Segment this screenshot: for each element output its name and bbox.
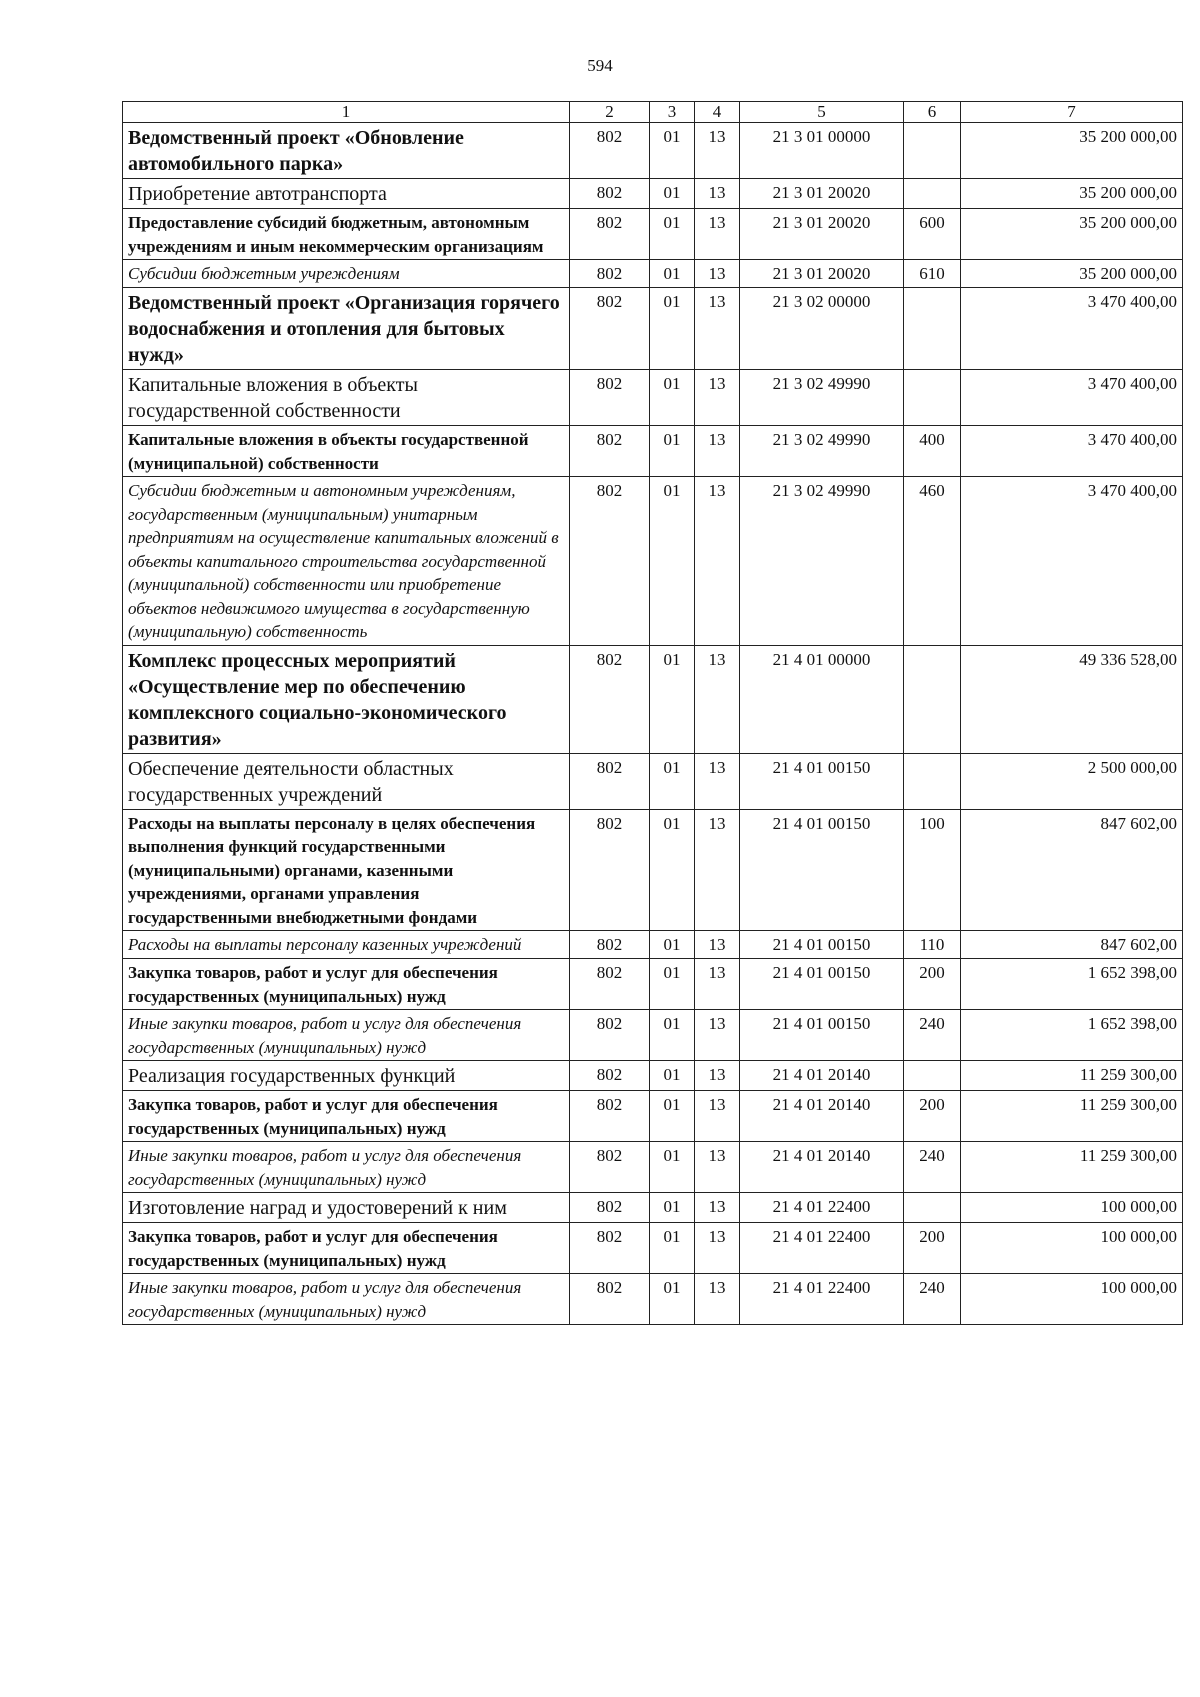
column-header-1: 1	[123, 102, 570, 123]
target-article-cell: 21 3 01 00000	[740, 123, 904, 179]
target-article-cell: 21 3 01 20020	[740, 179, 904, 209]
amount-cell: 1 652 398,00	[961, 959, 1183, 1010]
department-code-cell: 802	[570, 477, 650, 646]
expense-type-cell	[904, 288, 961, 370]
table-row	[123, 209, 1183, 260]
department-code-cell: 802	[570, 1010, 650, 1061]
department-code-cell: 802	[570, 209, 650, 260]
expense-type-cell	[904, 1061, 961, 1091]
table-row	[123, 1010, 1183, 1061]
department-code-cell: 802	[570, 959, 650, 1010]
table-row	[123, 753, 1183, 809]
amount-cell: 3 470 400,00	[961, 370, 1183, 426]
section-code-cell: 01	[650, 179, 695, 209]
name-cell: Иные закупки товаров, работ и услуг для обеспечения государственных (муниципальных) нужд	[123, 1142, 570, 1193]
department-code-cell: 802	[570, 426, 650, 477]
section-code-cell: 01	[650, 931, 695, 959]
column-header-7: 7	[961, 102, 1183, 123]
table-row	[123, 1223, 1183, 1274]
subsection-code-cell: 13	[695, 477, 740, 646]
table-row	[123, 959, 1183, 1010]
page-number: 594	[587, 56, 613, 75]
amount-cell: 35 200 000,00	[961, 123, 1183, 179]
section-code-cell: 01	[650, 1091, 695, 1142]
subsection-code-cell: 13	[695, 1010, 740, 1061]
name-cell: Капитальные вложения в объекты государственной собственности	[123, 370, 570, 426]
table-body	[123, 123, 1183, 1325]
subsection-code-cell: 13	[695, 426, 740, 477]
expense-type-cell: 240	[904, 1142, 961, 1193]
column-header-4: 4	[695, 102, 740, 123]
table-row	[123, 370, 1183, 426]
target-article-cell: 21 4 01 00150	[740, 809, 904, 931]
table-row	[123, 426, 1183, 477]
table-row	[123, 1142, 1183, 1193]
department-code-cell: 802	[570, 260, 650, 288]
section-code-cell: 01	[650, 1193, 695, 1223]
table-row	[123, 288, 1183, 370]
name-cell: Расходы на выплаты персоналу казенных учреждений	[123, 931, 570, 959]
name-cell: Ведомственный проект «Организация горячего водоснабжения и отопления для бытовых нужд»	[123, 288, 570, 370]
target-article-cell: 21 4 01 20140	[740, 1091, 904, 1142]
section-code-cell: 01	[650, 123, 695, 179]
name-cell: Закупка товаров, работ и услуг для обеспечения государственных (муниципальных) нужд	[123, 1091, 570, 1142]
expense-type-cell: 460	[904, 477, 961, 646]
name-cell: Закупка товаров, работ и услуг для обеспечения государственных (муниципальных) нужд	[123, 1223, 570, 1274]
name-cell: Субсидии бюджетным учреждениям	[123, 260, 570, 288]
table-row	[123, 1061, 1183, 1091]
section-code-cell: 01	[650, 753, 695, 809]
subsection-code-cell: 13	[695, 931, 740, 959]
target-article-cell: 21 3 02 49990	[740, 426, 904, 477]
name-cell: Расходы на выплаты персоналу в целях обеспечения выполнения функций государственными (муниципальными) органами, казенными учреждениями, органами управления государственными внебюджетными фондами	[123, 809, 570, 931]
target-article-cell: 21 4 01 22400	[740, 1223, 904, 1274]
expense-type-cell: 200	[904, 959, 961, 1010]
column-header-6: 6	[904, 102, 961, 123]
table-row	[123, 931, 1183, 959]
target-article-cell: 21 3 02 49990	[740, 477, 904, 646]
amount-cell: 100 000,00	[961, 1223, 1183, 1274]
section-code-cell: 01	[650, 1010, 695, 1061]
subsection-code-cell: 13	[695, 1061, 740, 1091]
target-article-cell: 21 3 01 20020	[740, 209, 904, 260]
section-code-cell: 01	[650, 209, 695, 260]
expense-type-cell	[904, 123, 961, 179]
column-header-5: 5	[740, 102, 904, 123]
column-header-2: 2	[570, 102, 650, 123]
amount-cell: 35 200 000,00	[961, 179, 1183, 209]
department-code-cell: 802	[570, 931, 650, 959]
expense-type-cell: 100	[904, 809, 961, 931]
section-code-cell: 01	[650, 370, 695, 426]
expense-type-cell	[904, 753, 961, 809]
section-code-cell: 01	[650, 959, 695, 1010]
department-code-cell: 802	[570, 179, 650, 209]
department-code-cell: 802	[570, 1142, 650, 1193]
amount-cell: 11 259 300,00	[961, 1091, 1183, 1142]
section-code-cell: 01	[650, 260, 695, 288]
target-article-cell: 21 4 01 20140	[740, 1142, 904, 1193]
table-row	[123, 1274, 1183, 1325]
table-row	[123, 1193, 1183, 1223]
target-article-cell: 21 4 01 22400	[740, 1274, 904, 1325]
expense-type-cell	[904, 179, 961, 209]
table-row	[123, 260, 1183, 288]
department-code-cell: 802	[570, 1193, 650, 1223]
section-code-cell: 01	[650, 809, 695, 931]
subsection-code-cell: 13	[695, 370, 740, 426]
header-row	[123, 102, 1183, 123]
target-article-cell: 21 4 01 00150	[740, 1010, 904, 1061]
department-code-cell: 802	[570, 1223, 650, 1274]
subsection-code-cell: 13	[695, 1274, 740, 1325]
name-cell: Субсидии бюджетным и автономным учреждениям, государственным (муниципальным) унитарным предприятиям на осуществление капитальных вложений в объекты капитального строительства государственной (муниципальной) собственности или приобретение объектов недвижимого имущества в государственную (муниципальную) собственность	[123, 477, 570, 646]
amount-cell: 49 336 528,00	[961, 645, 1183, 753]
expense-type-cell	[904, 370, 961, 426]
section-code-cell: 01	[650, 1274, 695, 1325]
expense-type-cell: 400	[904, 426, 961, 477]
table-row	[123, 1091, 1183, 1142]
amount-cell: 11 259 300,00	[961, 1061, 1183, 1091]
subsection-code-cell: 13	[695, 260, 740, 288]
name-cell: Иные закупки товаров, работ и услуг для обеспечения государственных (муниципальных) нужд	[123, 1010, 570, 1061]
target-article-cell: 21 4 01 20140	[740, 1061, 904, 1091]
table-row	[123, 179, 1183, 209]
table-row	[123, 645, 1183, 753]
subsection-code-cell: 13	[695, 1091, 740, 1142]
subsection-code-cell: 13	[695, 959, 740, 1010]
amount-cell: 3 470 400,00	[961, 426, 1183, 477]
table-row	[123, 477, 1183, 646]
amount-cell: 2 500 000,00	[961, 753, 1183, 809]
department-code-cell: 802	[570, 1061, 650, 1091]
amount-cell: 847 602,00	[961, 931, 1183, 959]
expense-type-cell	[904, 1193, 961, 1223]
expense-type-cell: 200	[904, 1223, 961, 1274]
subsection-code-cell: 13	[695, 123, 740, 179]
section-code-cell: 01	[650, 1061, 695, 1091]
section-code-cell: 01	[650, 426, 695, 477]
target-article-cell: 21 4 01 00150	[740, 931, 904, 959]
subsection-code-cell: 13	[695, 179, 740, 209]
expense-type-cell: 240	[904, 1274, 961, 1325]
name-cell: Комплекс процессных мероприятий «Осуществление мер по обеспечению комплексного социально-экономического развития»	[123, 645, 570, 753]
subsection-code-cell: 13	[695, 1193, 740, 1223]
name-cell: Закупка товаров, работ и услуг для обеспечения государственных (муниципальных) нужд	[123, 959, 570, 1010]
target-article-cell: 21 3 02 00000	[740, 288, 904, 370]
expense-type-cell	[904, 645, 961, 753]
target-article-cell: 21 4 01 22400	[740, 1193, 904, 1223]
name-cell: Капитальные вложения в объекты государственной (муниципальной) собственности	[123, 426, 570, 477]
subsection-code-cell: 13	[695, 645, 740, 753]
subsection-code-cell: 13	[695, 1142, 740, 1193]
budget-table	[122, 101, 1183, 1325]
name-cell: Обеспечение деятельности областных государственных учреждений	[123, 753, 570, 809]
amount-cell: 3 470 400,00	[961, 477, 1183, 646]
department-code-cell: 802	[570, 1091, 650, 1142]
subsection-code-cell: 13	[695, 809, 740, 931]
department-code-cell: 802	[570, 370, 650, 426]
table-row	[123, 123, 1183, 179]
section-code-cell: 01	[650, 1142, 695, 1193]
department-code-cell: 802	[570, 645, 650, 753]
department-code-cell: 802	[570, 1274, 650, 1325]
name-cell: Иные закупки товаров, работ и услуг для обеспечения государственных (муниципальных) нужд	[123, 1274, 570, 1325]
subsection-code-cell: 13	[695, 288, 740, 370]
target-article-cell: 21 4 01 00000	[740, 645, 904, 753]
subsection-code-cell: 13	[695, 753, 740, 809]
table-row	[123, 809, 1183, 931]
department-code-cell: 802	[570, 809, 650, 931]
department-code-cell: 802	[570, 753, 650, 809]
amount-cell: 100 000,00	[961, 1274, 1183, 1325]
expense-type-cell: 240	[904, 1010, 961, 1061]
expense-type-cell: 600	[904, 209, 961, 260]
name-cell: Предоставление субсидий бюджетным, автономным учреждениям и иным некоммерческим организациям	[123, 209, 570, 260]
target-article-cell: 21 3 02 49990	[740, 370, 904, 426]
target-article-cell: 21 4 01 00150	[740, 753, 904, 809]
expense-type-cell: 200	[904, 1091, 961, 1142]
subsection-code-cell: 13	[695, 209, 740, 260]
amount-cell: 11 259 300,00	[961, 1142, 1183, 1193]
section-code-cell: 01	[650, 288, 695, 370]
amount-cell: 1 652 398,00	[961, 1010, 1183, 1061]
name-cell: Реализация государственных функций	[123, 1061, 570, 1091]
name-cell: Приобретение автотранспорта	[123, 179, 570, 209]
amount-cell: 3 470 400,00	[961, 288, 1183, 370]
amount-cell: 847 602,00	[961, 809, 1183, 931]
section-code-cell: 01	[650, 645, 695, 753]
section-code-cell: 01	[650, 477, 695, 646]
column-header-3: 3	[650, 102, 695, 123]
target-article-cell: 21 3 01 20020	[740, 260, 904, 288]
amount-cell: 100 000,00	[961, 1193, 1183, 1223]
target-article-cell: 21 4 01 00150	[740, 959, 904, 1010]
department-code-cell: 802	[570, 123, 650, 179]
subsection-code-cell: 13	[695, 1223, 740, 1274]
expense-type-cell: 110	[904, 931, 961, 959]
department-code-cell: 802	[570, 288, 650, 370]
expense-type-cell: 610	[904, 260, 961, 288]
amount-cell: 35 200 000,00	[961, 209, 1183, 260]
name-cell: Изготовление наград и удостоверений к ним	[123, 1193, 570, 1223]
section-code-cell: 01	[650, 1223, 695, 1274]
amount-cell: 35 200 000,00	[961, 260, 1183, 288]
name-cell: Ведомственный проект «Обновление автомобильного парка»	[123, 123, 570, 179]
